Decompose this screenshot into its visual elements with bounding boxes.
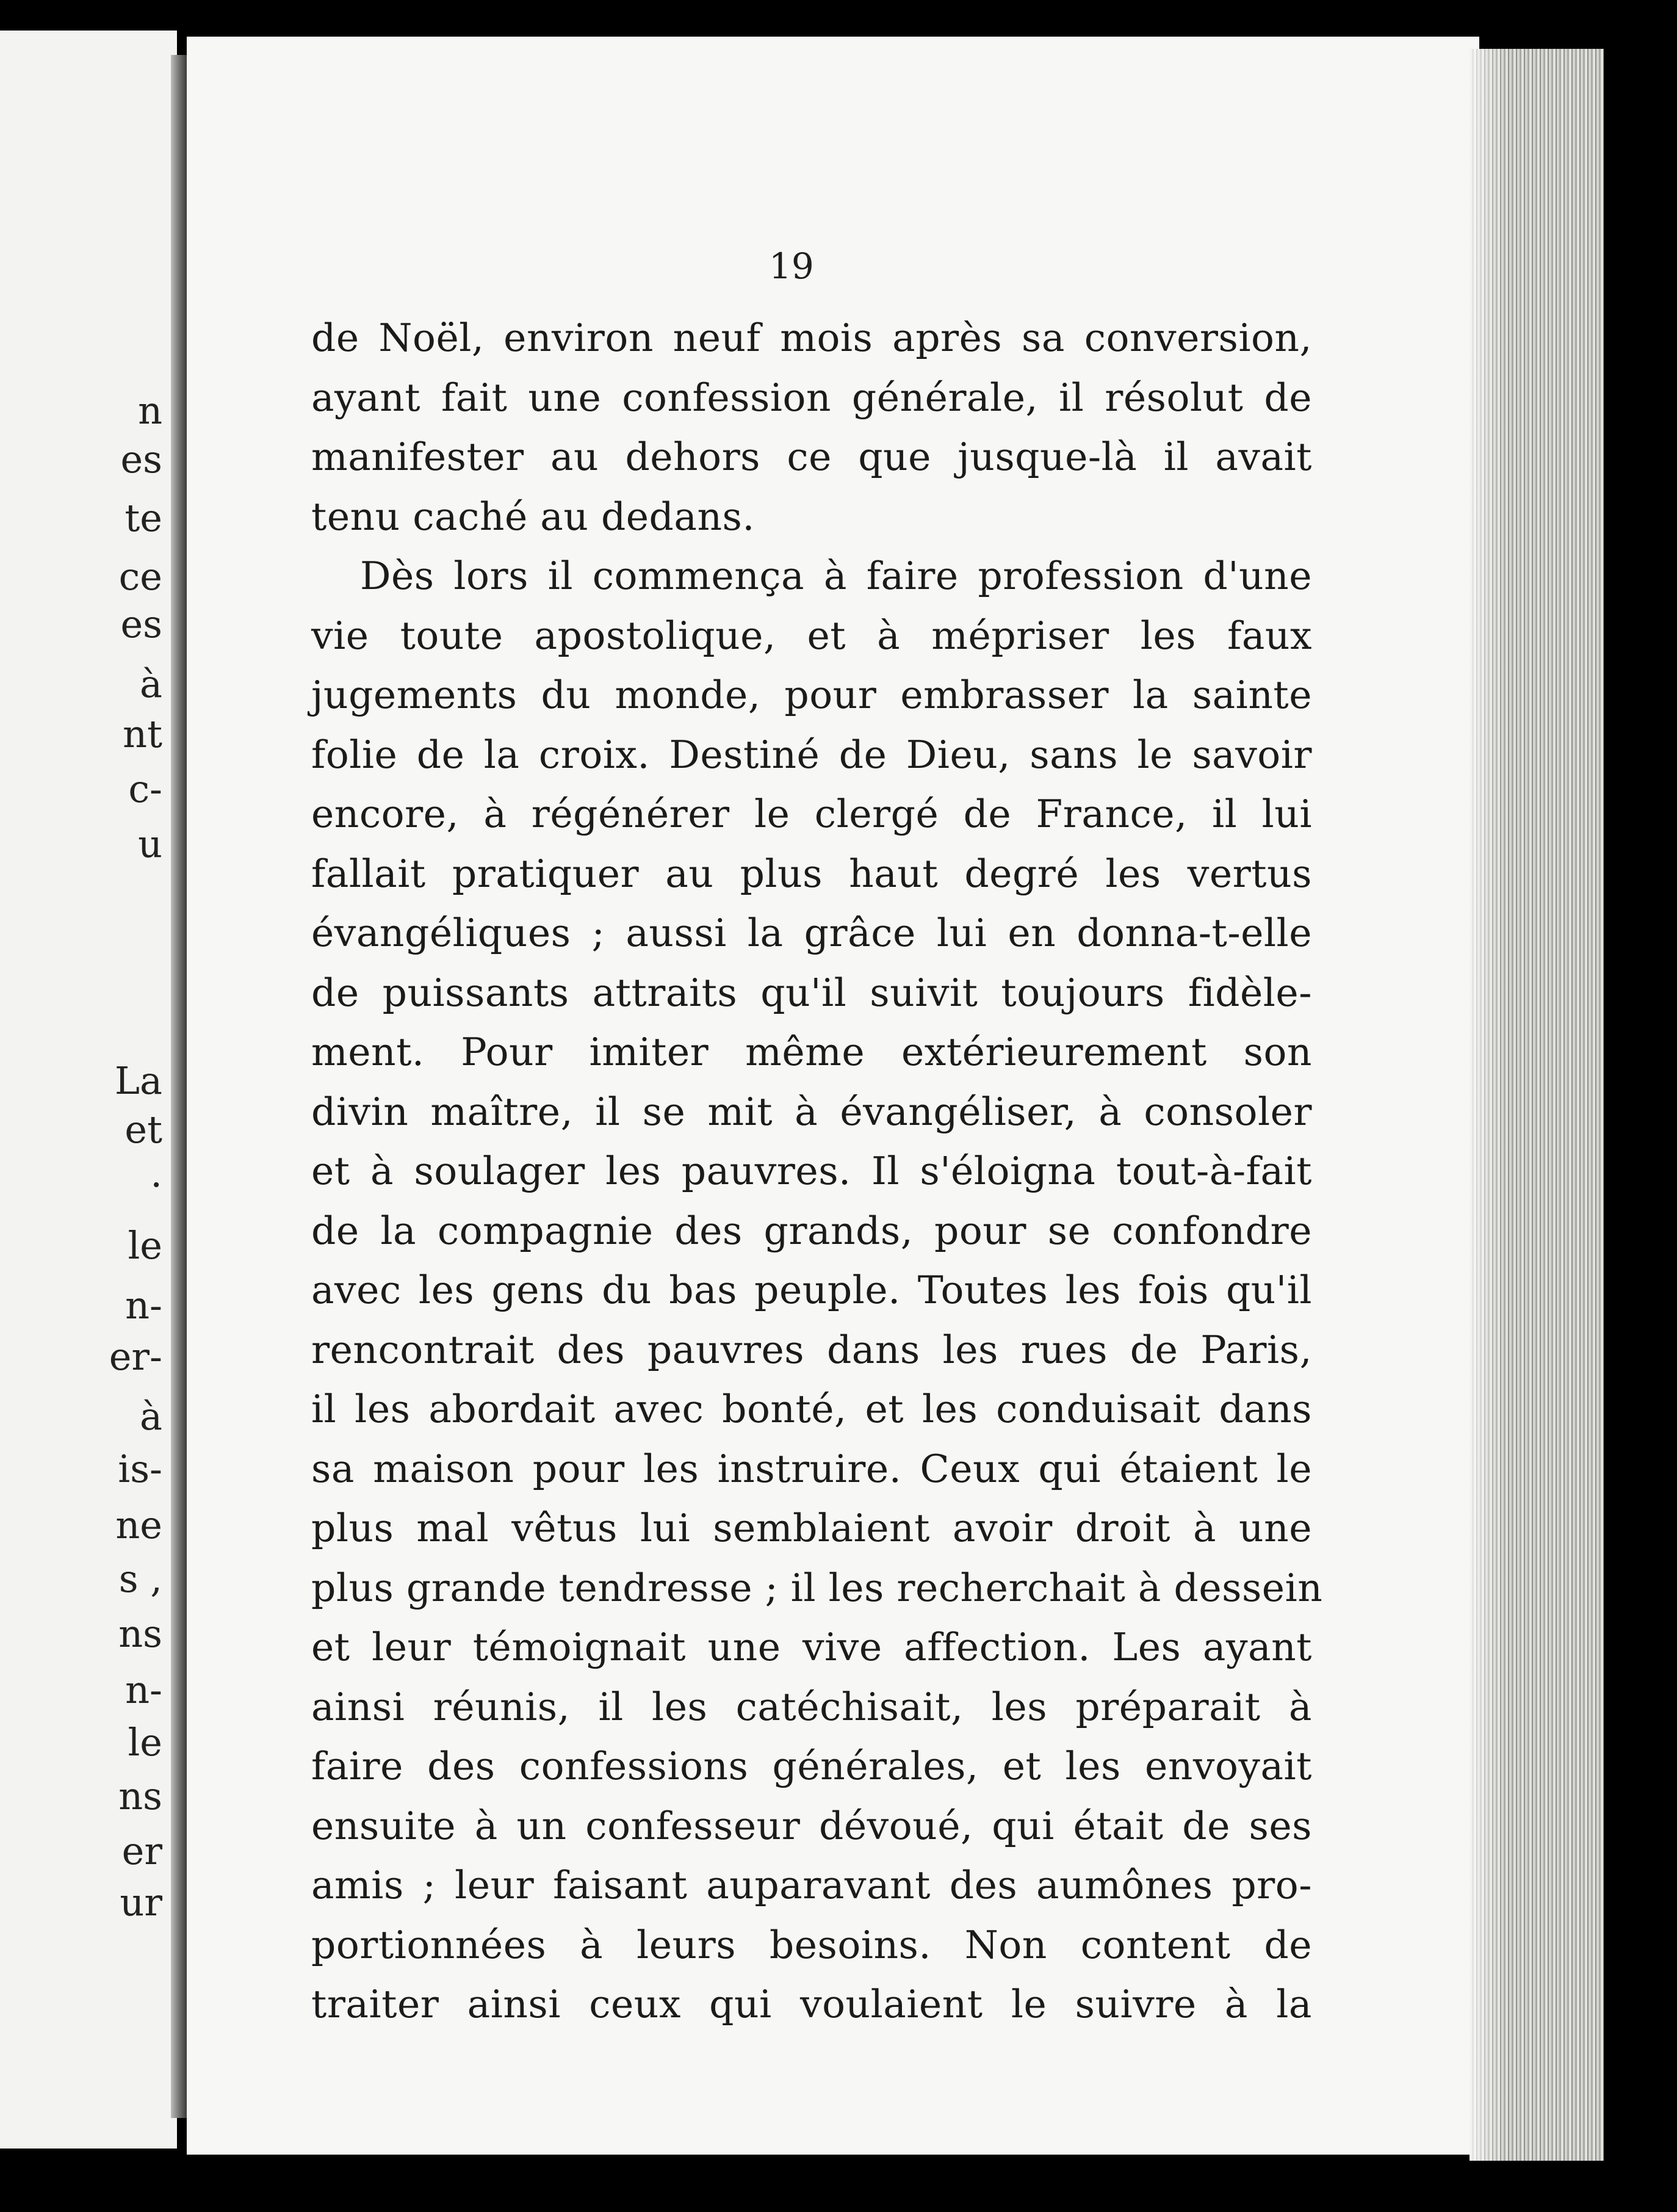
previous-page: [0, 31, 177, 2149]
text-line: évangéliques ; aussi la grâce lui en donna-t-elle: [311, 911, 1312, 955]
text-line: fallait pratiquer au plus haut degré les vertus: [311, 851, 1312, 896]
text-line: ainsi réunis, il les catéchisait, les préparait à: [311, 1684, 1312, 1729]
text-line: divin maître, il se mit à évangéliser, à consoler: [311, 1089, 1312, 1134]
previous-page-fragment: u: [138, 822, 162, 866]
previous-page-fragment: nt: [123, 712, 162, 756]
page-edges-shade: [1470, 49, 1506, 2161]
previous-page-fragment: c-: [128, 767, 162, 811]
text-line: faire des confessions générales, et les envoyait: [311, 1744, 1312, 1788]
previous-page-fragment: n-: [125, 1668, 162, 1712]
text-line: il les abordait avec bonté, et les conduisait dans: [311, 1387, 1312, 1431]
text-line: avec les gens du bas peuple. Toutes les fois qu'il: [311, 1268, 1312, 1312]
previous-page-fragment: is-: [118, 1447, 162, 1491]
previous-page-fragment: ur: [120, 1880, 162, 1925]
previous-page-fragment: es: [120, 602, 162, 646]
previous-page-fragment: s ,: [118, 1556, 162, 1601]
text-line: portionnées à leurs besoins. Non content de: [311, 1922, 1312, 1967]
text-line: folie de la croix. Destiné de Dieu, sans le savoir: [311, 732, 1312, 777]
previous-page-fragment: le: [128, 1720, 162, 1765]
body-text: [311, 308, 1323, 2034]
previous-page-fragment: à: [140, 1394, 162, 1439]
text-line: et à soulager les pauvres. Il s'éloigna tout-à-fait: [311, 1149, 1312, 1193]
text-line: manifester au dehors ce que jusque-là il avait: [311, 435, 1312, 479]
previous-page-fragment: er-: [109, 1334, 162, 1379]
text-line: plus mal vêtus lui semblaient avoir droit à une: [311, 1506, 1312, 1550]
text-line: de Noël, environ neuf mois après sa conversion,: [311, 316, 1312, 360]
text-line: amis ; leur faisant auparavant des aumônes pro-: [311, 1863, 1312, 1907]
text-line: plus grande tendresse ; il les recherchait à dessein: [311, 1565, 1323, 1610]
previous-page-fragment: ns: [118, 1774, 162, 1818]
text-line: Dès lors il commença à faire profession d'une: [360, 554, 1312, 598]
text-line: encore, à régénérer le clergé de France, il lui: [311, 792, 1312, 836]
previous-page-fragment: n: [138, 388, 162, 433]
text-line: de la compagnie des grands, pour se confondre: [311, 1208, 1312, 1253]
previous-page-fragment: .: [150, 1151, 162, 1196]
previous-page-fragment: ns: [118, 1611, 162, 1656]
text-line: ment. Pour imiter même extérieurement son: [311, 1030, 1312, 1074]
previous-page-fragment: er: [121, 1829, 162, 1873]
text-line: ayant fait une confession générale, il résolut de: [311, 375, 1312, 420]
previous-page-fragment: n-: [125, 1283, 162, 1328]
text-line: tenu caché au dedans.: [311, 494, 755, 539]
text-line: rencontrait des pauvres dans les rues de Paris,: [311, 1327, 1312, 1372]
text-line: ensuite à un confesseur dévoué, qui était de ses: [311, 1803, 1312, 1848]
previous-page-fragment: La: [114, 1058, 162, 1103]
text-line: vie toute apostolique, et à mépriser les faux: [311, 613, 1312, 658]
text-line: de puissants attraits qu'il suivit toujours fidèle-: [311, 970, 1312, 1015]
text-line: traiter ainsi ceux qui voulaient le suivre à la: [311, 1982, 1312, 2026]
text-line: et leur témoignait une vive affection. Les ayant: [311, 1625, 1312, 1669]
text-line: jugements du monde, pour embrasser la sainte: [311, 673, 1312, 717]
previous-page-fragment: à: [140, 662, 162, 706]
page-number: 19: [769, 245, 814, 287]
previous-page-fragment: ce: [118, 554, 162, 599]
previous-page-fragment: te: [124, 496, 162, 540]
previous-page-fragment: ne: [115, 1503, 162, 1547]
previous-page-fragment: et: [124, 1107, 162, 1152]
previous-page-fragment: le: [128, 1223, 162, 1268]
text-line: sa maison pour les instruire. Ceux qui étaient le: [311, 1446, 1312, 1491]
previous-page-fragment: es: [120, 437, 162, 482]
book-gutter: [171, 55, 187, 2118]
